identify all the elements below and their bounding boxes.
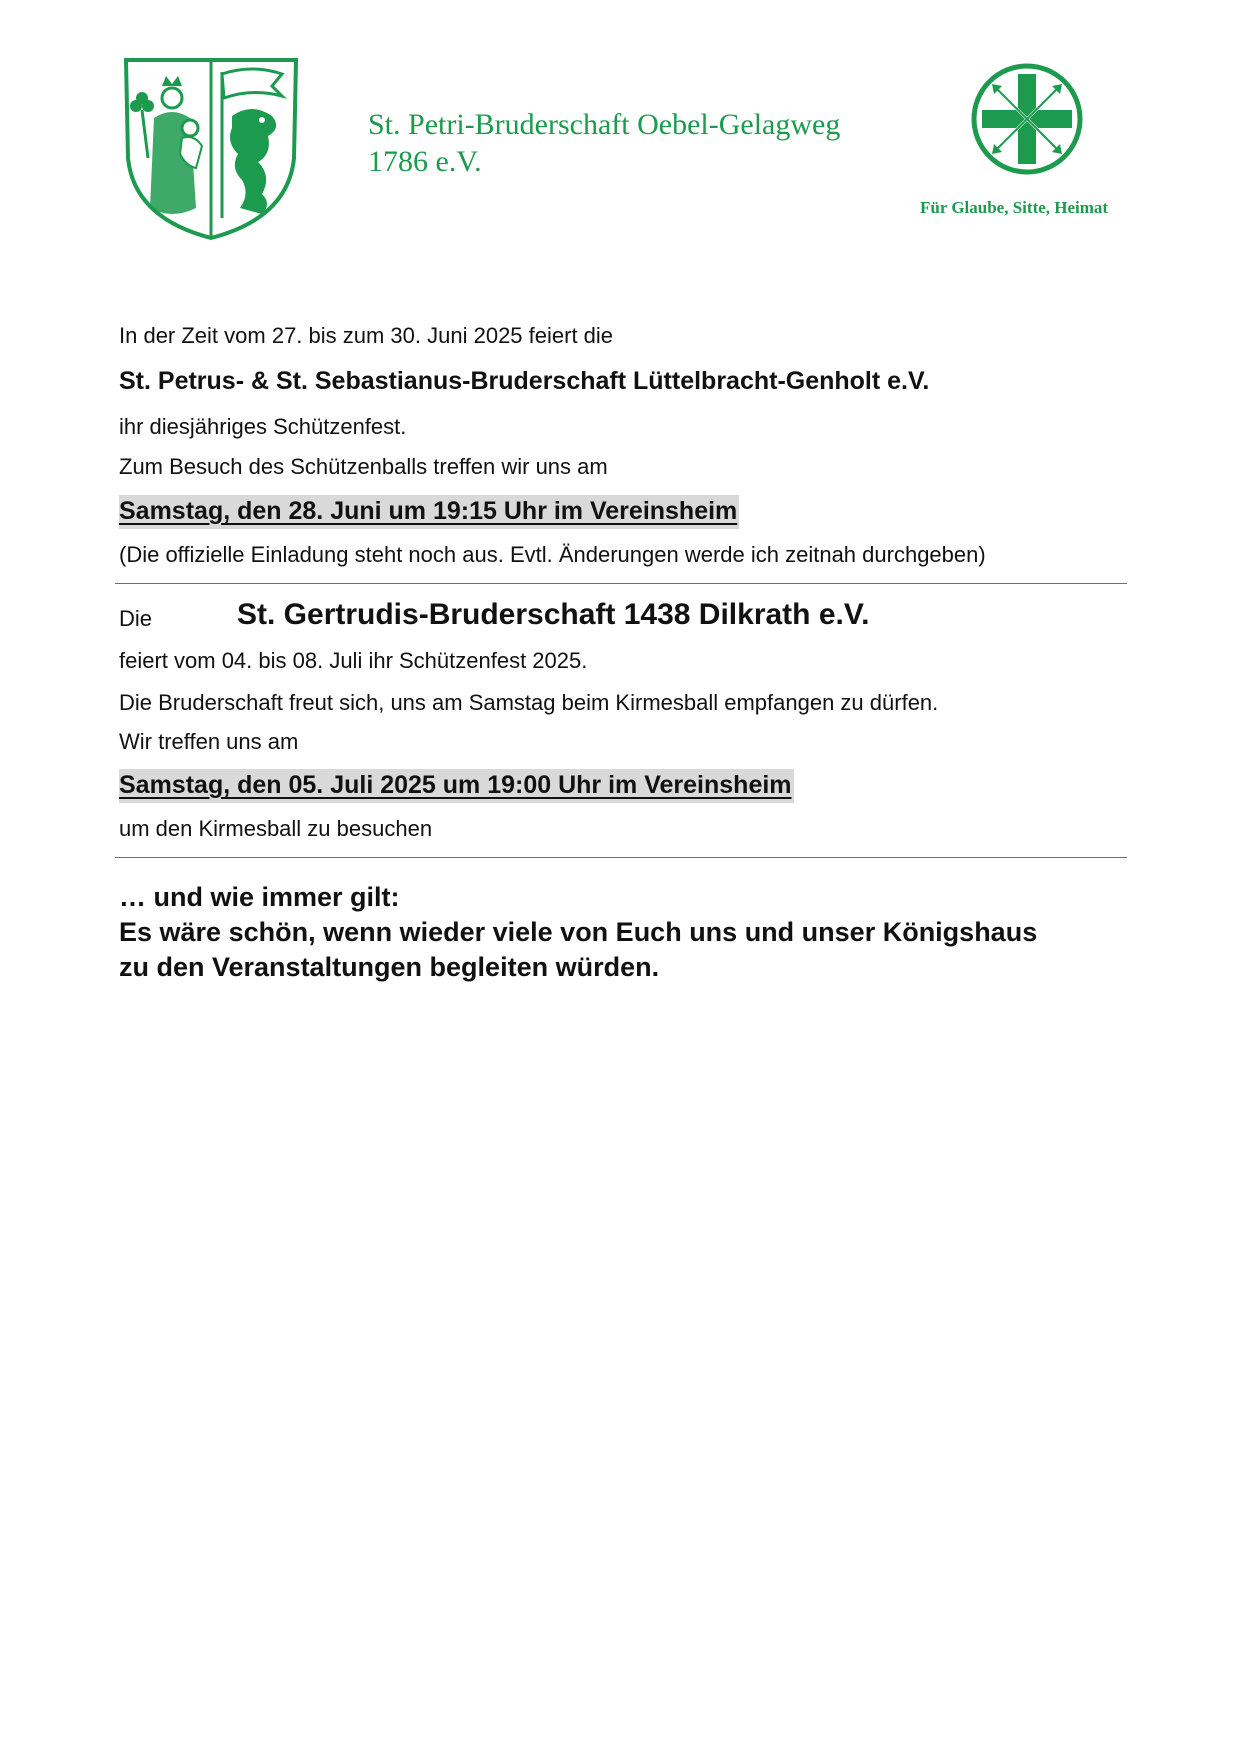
event1-intro: In der Zeit vom 27. bis zum 30. Juni 2025 feiert die bbox=[119, 323, 614, 348]
event2-host: St. Gertrudis-Bruderschaft 1438 Dilkrath e.V. bbox=[237, 598, 870, 631]
arrow-cross-logo bbox=[970, 62, 1084, 176]
event1-meeting-highlight: Samstag, den 28. Juni um 19:15 Uhr im Vereinsheim bbox=[119, 495, 739, 529]
event1-occasion: ihr diesjähriges Schützenfest. bbox=[119, 414, 407, 439]
event2-purpose: um den Kirmesball zu besuchen bbox=[119, 816, 433, 841]
closing-line-1: … und wie immer gilt: bbox=[119, 882, 400, 912]
event1-host: St. Petrus- & St. Sebastianus-Bruderschaft Lüttelbracht-Genholt e.V. bbox=[119, 367, 930, 395]
organization-name bbox=[368, 106, 840, 180]
motto: Für Glaube, Sitte, Heimat bbox=[920, 198, 1109, 217]
event2-dates: feiert vom 04. bis 08. Juli ihr Schützenfest 2025. bbox=[119, 648, 588, 673]
event2-prefix: Die bbox=[119, 606, 153, 631]
event2-welcome: Die Bruderschaft freut sich, uns am Samstag beim Kirmesball empfangen zu dürfen. bbox=[119, 690, 939, 715]
divider-1 bbox=[115, 583, 1127, 584]
closing-line-3: zu den Veranstaltungen begleiten würden. bbox=[119, 952, 660, 982]
organization-name-line-1: St. Petri-Bruderschaft Oebel-Gelagweg bbox=[368, 108, 841, 141]
event1-note: (Die offizielle Einladung steht noch aus. Evtl. Änderungen werde ich zeitnah durchgeben) bbox=[119, 542, 986, 567]
closing-line-2: Es wäre schön, wenn wieder viele von Euch uns und unser Königshaus bbox=[119, 917, 1038, 947]
event1-visit: Zum Besuch des Schützenballs treffen wir uns am bbox=[119, 454, 608, 479]
divider-2 bbox=[115, 857, 1127, 858]
coat-of-arms-logo bbox=[122, 58, 300, 241]
organization-name-line-2: 1786 e.V. bbox=[368, 145, 482, 178]
event2-meeting-highlight: Samstag, den 05. Juli 2025 um 19:00 Uhr im Vereinsheim bbox=[119, 769, 794, 803]
event2-meet-intro: Wir treffen uns am bbox=[119, 729, 299, 754]
